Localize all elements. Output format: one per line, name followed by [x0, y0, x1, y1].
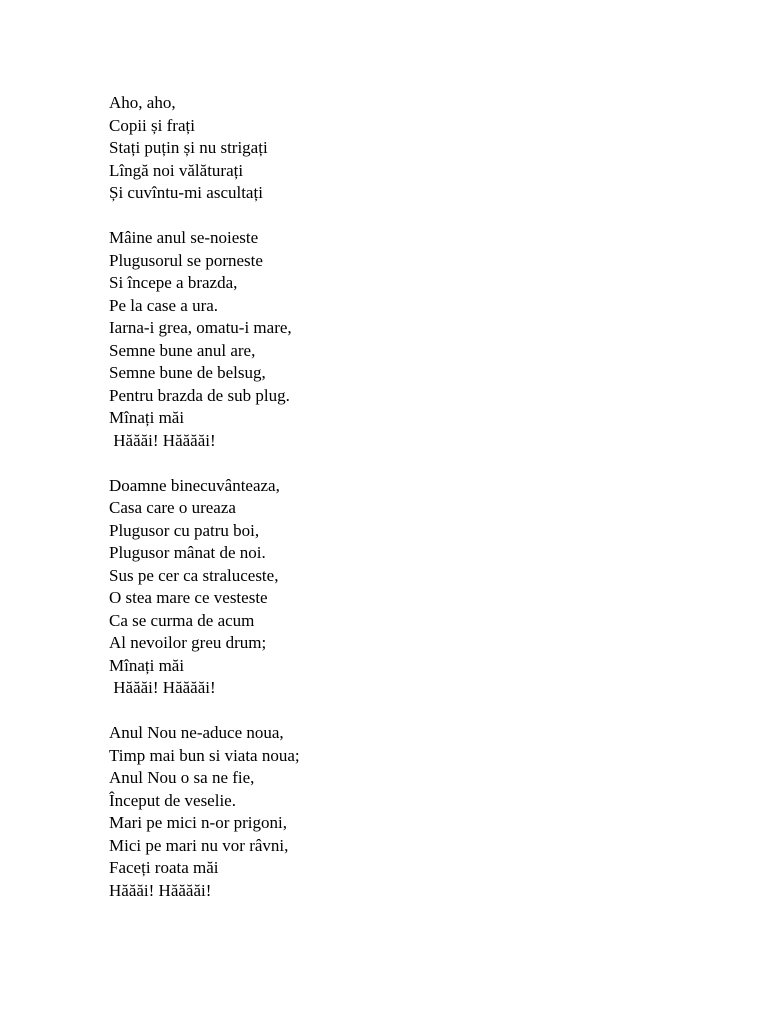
poem-line: Mînați măi — [109, 408, 185, 427]
poem-line: Aho, aho, — [109, 93, 176, 112]
poem-line: Iarna-i grea, omatu-i mare, — [109, 318, 292, 337]
poem-line: Început de veselie. — [109, 790, 236, 810]
poem-line: Semne bune de belsug, — [109, 363, 266, 382]
stanza-2 — [109, 227, 300, 452]
poem-line: Pe la case a ura. — [109, 295, 219, 315]
poem-line: Mînați măi — [109, 655, 185, 675]
poem-line: Copii și frați — [109, 115, 195, 135]
poem-line: Hăăăi! Hăăăăi! — [109, 880, 212, 900]
poem-line: Plugusor mânat de noi. — [109, 543, 266, 562]
poem-line: Hăăăi! Hăăăăi! — [109, 430, 216, 450]
poem-line: Al nevoilor greu drum; — [109, 633, 267, 652]
poem-line: Mari pe mici n-or prigoni, — [109, 813, 287, 832]
poem-line: Și cuvîntu-mi ascultați — [109, 183, 263, 202]
stanza-4 — [109, 722, 300, 902]
poem-line: Sus pe cer ca straluceste, — [109, 565, 279, 585]
stanza-3 — [109, 475, 300, 700]
poem-line: Stați puțin și nu strigați — [109, 138, 268, 157]
poem-line: Casa care o ureaza — [109, 498, 236, 517]
poem-line: Anul Nou ne-aduce noua, — [109, 723, 284, 742]
poem-line: O stea mare ce vesteste — [109, 588, 268, 607]
poem-line: Plugusor cu patru boi, — [109, 520, 260, 540]
poem-line: Timp mai bun si viata noua; — [109, 745, 300, 765]
poem-line: Anul Nou o sa ne fie, — [109, 768, 255, 787]
poem-line: Semne bune anul are, — [109, 340, 256, 360]
poem-line: Lîngă noi vălăturați — [109, 160, 244, 180]
poem-line: Ca se curma de acum — [109, 610, 255, 630]
poem-line: Si începe a brazda, — [109, 273, 238, 292]
poem-line: Doamne binecuvânteaza, — [109, 475, 280, 495]
poem-line: Plugusorul se porneste — [109, 250, 263, 270]
poem-line: Faceți roata măi — [109, 858, 219, 877]
poem-line: Hăăăi! Hăăăăi! — [109, 678, 216, 697]
stanza-1 — [109, 92, 300, 205]
poem-line: Mâine anul se-noieste — [109, 228, 259, 247]
poem-text — [109, 92, 300, 925]
poem-line: Mici pe mari nu vor râvni, — [109, 835, 289, 855]
poem-line: Pentru brazda de sub plug. — [109, 385, 290, 405]
